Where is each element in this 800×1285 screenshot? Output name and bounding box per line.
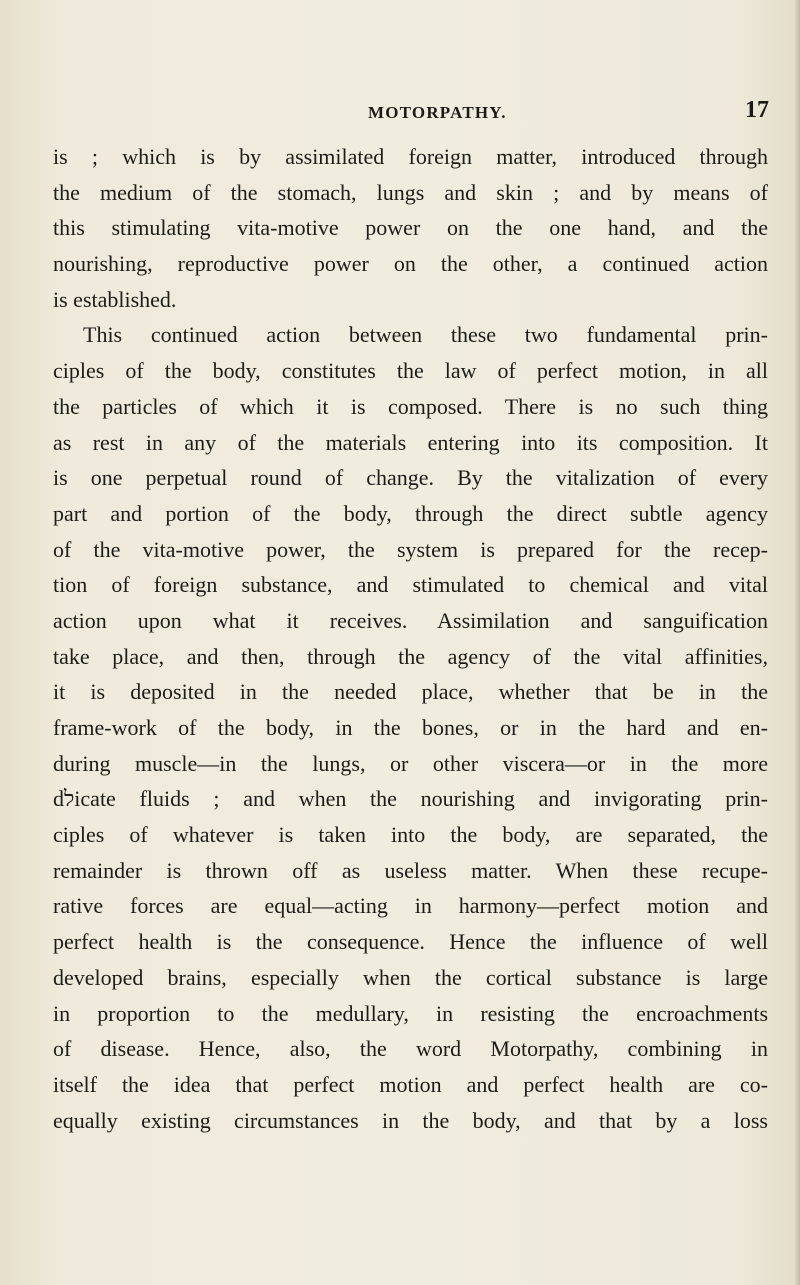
text-line: ciples of the body, constitutes the law of perfect motion, in all bbox=[53, 358, 768, 384]
text-line: as rest in any of the materials entering into its composition. It bbox=[53, 429, 768, 455]
text-line: during muscle—in the lungs, or other viscera—or in the more bbox=[53, 750, 768, 776]
text-line: take place, and then, through the agency of the vital affinities, bbox=[53, 643, 768, 669]
text-line: is established. bbox=[53, 286, 177, 312]
text-line: This continued action between these two fundamental prin- bbox=[83, 322, 768, 348]
text-line: rative forces are equal—acting in harmony—perfect motion and bbox=[53, 893, 768, 919]
text-line: of disease. Hence, also, the word Motorpathy, combining in bbox=[53, 1036, 768, 1062]
text-line: the medium of the stomach, lungs and skin ; and by means of bbox=[53, 179, 768, 205]
text-line: part and portion of the body, through the direct subtle agency bbox=[53, 500, 768, 526]
text-line: developed brains, especially when the cortical substance is large bbox=[53, 964, 768, 990]
text-line: perfect health is the consequence. Hence the influence of well bbox=[53, 929, 768, 955]
text-line: ciples of whatever is taken into the body, are separated, the bbox=[53, 822, 768, 848]
text-line: equally existing circumstances in the body, and that by a loss bbox=[53, 1107, 768, 1133]
page-number: 17 bbox=[745, 97, 769, 123]
text-line: itself the idea that perfect motion and perfect health are co- bbox=[53, 1071, 768, 1097]
text-line: of the vita-motive power, the system is prepared for the recep- bbox=[53, 536, 768, 562]
page-edge-shadow bbox=[794, 0, 800, 1285]
text-line: in proportion to the medullary, in resisting the encroachments bbox=[53, 1000, 768, 1026]
text-line: tion of foreign substance, and stimulated to chemical and vital bbox=[53, 572, 768, 598]
running-title: MOTORPATHY. bbox=[368, 103, 507, 122]
text-line: the particles of which it is composed. There is no such thing bbox=[53, 393, 768, 419]
page-header bbox=[0, 97, 800, 127]
text-line: remainder is thrown off as useless matter. When these recupe- bbox=[53, 857, 768, 883]
text-line: action upon what it receives. Assimilation and sanguification bbox=[53, 607, 768, 633]
text-line: is ; which is by assimilated foreign matter, introduced through bbox=[53, 144, 768, 169]
text-line: frame-work of the body, in the bones, or in the hard and en- bbox=[53, 715, 768, 740]
body-text bbox=[53, 139, 768, 1138]
text-line: it is deposited in the needed place, whether that be in the bbox=[53, 679, 768, 705]
text-line: is one perpetual round of change. By the vitalization of every bbox=[53, 465, 768, 491]
text-line: nourishing, reproductive power on the other, a continued action bbox=[53, 251, 768, 277]
text-line: dלicate fluids ; and when the nourishing and invigorating prin- bbox=[53, 786, 768, 812]
text-line: this stimulating vita-motive power on the one hand, and the bbox=[53, 215, 768, 241]
